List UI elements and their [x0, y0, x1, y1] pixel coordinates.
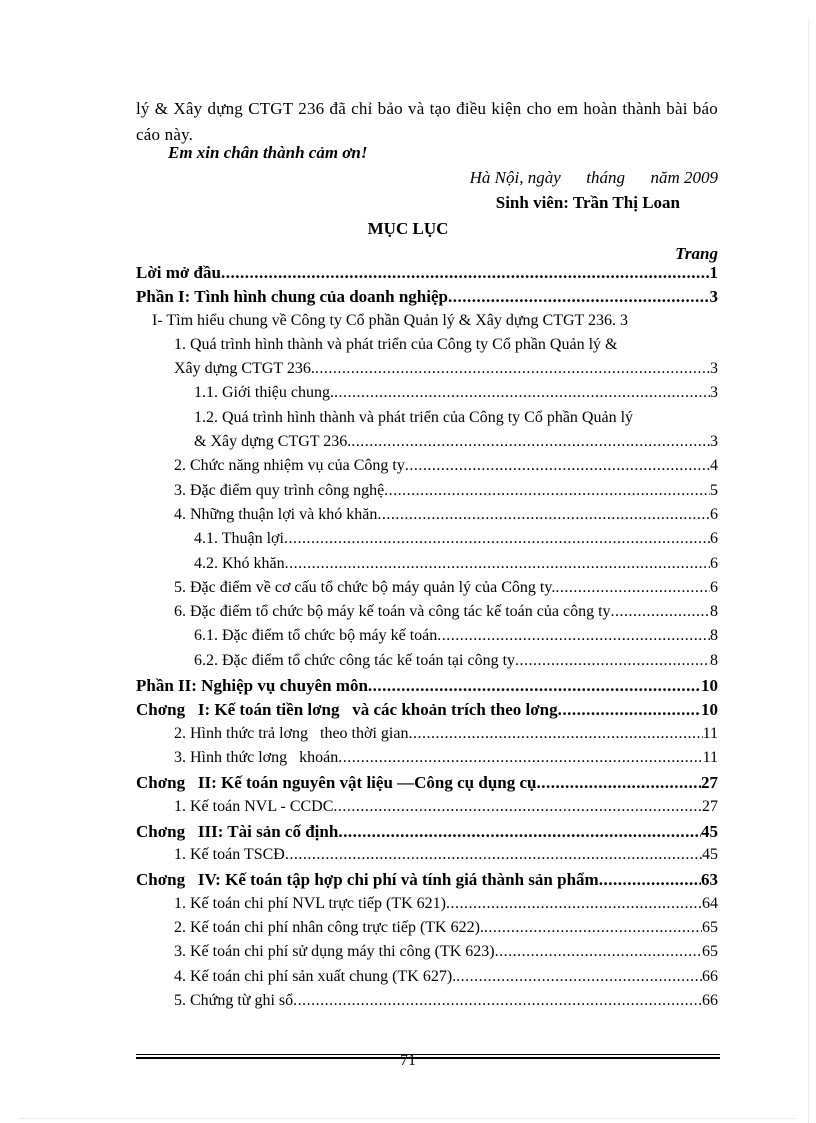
- toc-entry-text: Chơng IV: Kế toán tập hợp chi phí và tính giá thành sản phẩm: [136, 870, 599, 890]
- toc-entry: [136, 895, 718, 919]
- toc-entry-page: 3: [620, 311, 629, 329]
- toc-entry-page: 45: [702, 846, 718, 864]
- toc-entry-page: 3: [709, 287, 718, 307]
- toc-entry-text: 5. Đặc điểm về cơ cấu tổ chức bộ máy quản lý của Công ty.: [174, 578, 556, 596]
- toc-entry-page: 3: [710, 360, 718, 378]
- toc-entry-text: 1. Kế toán TSCĐ: [174, 846, 285, 864]
- toc-entry: [136, 360, 718, 384]
- toc-entry: [136, 676, 718, 700]
- toc-entry-page: 6: [710, 554, 718, 572]
- toc-entry: [136, 846, 718, 870]
- toc-entry-page: 27: [701, 773, 718, 793]
- toc-entry: [136, 652, 718, 676]
- toc-entry-text: Chơng I: Kế toán tiền lơng và các khoản trích theo lơng: [136, 700, 558, 720]
- toc-entry-text: Phần II: Nghiệp vụ chuyên môn: [136, 676, 368, 696]
- toc-entry-text: 1. Kế toán chi phí NVL trực tiếp (TK 621): [174, 894, 447, 912]
- toc-entry: [136, 603, 718, 627]
- toc-entry: [136, 968, 718, 992]
- toc-entry-page: 10: [701, 700, 718, 720]
- toc-entry-page: 6: [710, 530, 718, 548]
- toc-entry-text: Chơng III: Tài sản cố định: [136, 821, 339, 841]
- toc-entry-text: 2. Chức năng nhiệm vụ của Công ty: [174, 457, 405, 475]
- toc-entry-text: 3. Kế toán chi phí sử dụng máy thi công (TK 623): [174, 943, 495, 961]
- toc-entry: [136, 287, 718, 311]
- toc-entry: [136, 798, 718, 822]
- toc-entry: [136, 312, 718, 336]
- table-of-contents: [136, 263, 718, 1016]
- toc-entry-page: 10: [701, 676, 718, 696]
- intro-paragraph: lý & Xây dựng CTGT 236 đã chỉ bảo và tạo điều kiện cho em hoàn thành bài báo cáo này.: [136, 99, 718, 144]
- toc-entry-page: 63: [701, 870, 718, 890]
- toc-title: MỤC LỤC: [367, 219, 449, 238]
- toc-entry: [136, 530, 718, 554]
- toc-entry-text: 4.1. Thuận lợi: [194, 530, 284, 548]
- toc-entry-page: 5: [710, 481, 718, 499]
- toc-entry: [136, 943, 718, 967]
- toc-entry-text: 3. Đặc điểm quy trình công nghệ: [174, 481, 385, 499]
- toc-entry-page: 66: [702, 991, 718, 1009]
- toc-page-header: Trang: [675, 244, 718, 263]
- toc-entry-text: 1. Quá trình hình thành và phát triển của Công ty Cổ phần Quản lý &: [174, 335, 618, 353]
- toc-entry-page: 66: [702, 967, 718, 985]
- toc-entry-page: 6: [710, 505, 718, 523]
- toc-entry: [136, 919, 718, 943]
- toc-entry-text: 6. Đặc điểm tổ chức bộ máy kế toán và công tác kế toán của công ty: [174, 603, 611, 621]
- toc-entry-text: Xây dựng CTGT 236.: [174, 360, 315, 378]
- toc-entry: [136, 506, 718, 530]
- toc-entry: [136, 725, 718, 749]
- toc-entry-text: 5. Chứng từ ghi sổ: [174, 991, 294, 1009]
- toc-entry: [136, 773, 718, 797]
- toc-entry-text: 1.2. Quá trình hình thành và phát triển của Công ty Cổ phần Quản lý: [194, 408, 634, 426]
- signer-name: Sinh viên: Trần Thị Loan: [495, 193, 680, 212]
- page-boundary-right: [808, 20, 809, 1123]
- toc-entry-page: 8: [710, 603, 718, 621]
- toc-entry: [136, 457, 718, 481]
- toc-entry-text: 1. Kế toán NVL - CCDC: [174, 797, 334, 815]
- toc-entry-text: Chơng II: Kế toán nguyên vật liệu —Công cụ dụng cụ: [136, 773, 537, 793]
- toc-entry-text: 6.2. Đặc điểm tổ chức công tác kế toán tại công ty: [194, 651, 516, 669]
- toc-entry-page: 8: [710, 651, 718, 669]
- thanks-line: Em xin chân thành cảm ơn!: [168, 143, 368, 162]
- toc-entry-text: Phần I: Tình hình chung của doanh nghiệp: [136, 287, 448, 307]
- toc-entry: [136, 263, 718, 287]
- toc-entry: [136, 992, 718, 1016]
- toc-entry: [136, 700, 718, 724]
- toc-entry-page: 45: [701, 821, 718, 841]
- toc-entry-page: 11: [702, 748, 718, 766]
- toc-entry-text: 3. Hình thức lơng khoán: [174, 748, 339, 766]
- toc-entry: [136, 482, 718, 506]
- toc-entry-text: 4. Kế toán chi phí sản xuất chung (TK 627).: [174, 967, 457, 985]
- toc-entry-page: 64: [702, 894, 718, 912]
- date-line: Hà Nội, ngày tháng năm 2009: [469, 168, 718, 187]
- toc-entry: [136, 749, 718, 773]
- toc-entry: [136, 870, 718, 894]
- toc-entry: [136, 384, 718, 408]
- toc-entry: [136, 822, 718, 846]
- toc-entry-text: 4.2. Khó khăn: [194, 554, 285, 572]
- toc-entry-page: 6: [710, 578, 718, 596]
- toc-entry: [136, 579, 718, 603]
- toc-entry-text: 2. Kế toán chi phí nhân công trực tiếp (TK 622).: [174, 919, 484, 937]
- toc-entry-page: 8: [710, 627, 718, 645]
- toc-entry-line1: [136, 409, 718, 433]
- toc-entry-line1: [136, 336, 718, 360]
- toc-entry-page: 3: [710, 384, 718, 402]
- toc-entry-text: Lời mở đầu: [136, 263, 221, 282]
- page-boundary-bottom: [20, 1118, 796, 1119]
- page-number: 71: [400, 1052, 416, 1069]
- toc-entry-text: 1.1. Giới thiệu chung.: [194, 384, 334, 402]
- toc-entry-page: 27: [702, 797, 718, 815]
- toc-entry-text: 6.1. Đặc điểm tổ chức bộ máy kế toán: [194, 627, 438, 645]
- toc-entry-page: 65: [702, 919, 718, 937]
- toc-entry-text: I- Tìm hiểu chung về Công ty Cổ phần Quản lý & Xây dựng CTGT 236.: [152, 311, 617, 329]
- toc-entry: [136, 627, 718, 651]
- toc-entry-text: 4. Những thuận lợi và khó khăn: [174, 505, 378, 523]
- toc-entry-page: 11: [702, 724, 718, 742]
- toc-entry-page: 4: [710, 457, 718, 475]
- toc-entry-text: & Xây dựng CTGT 236.: [194, 433, 352, 451]
- toc-entry-page: 1: [709, 263, 718, 282]
- toc-entry-text: 2. Hình thức trả lơng theo thời gian: [174, 724, 409, 742]
- toc-entry: [136, 433, 718, 457]
- toc-entry-page: 65: [702, 943, 718, 961]
- toc-entry-page: 3: [710, 433, 718, 451]
- toc-entry: [136, 555, 718, 579]
